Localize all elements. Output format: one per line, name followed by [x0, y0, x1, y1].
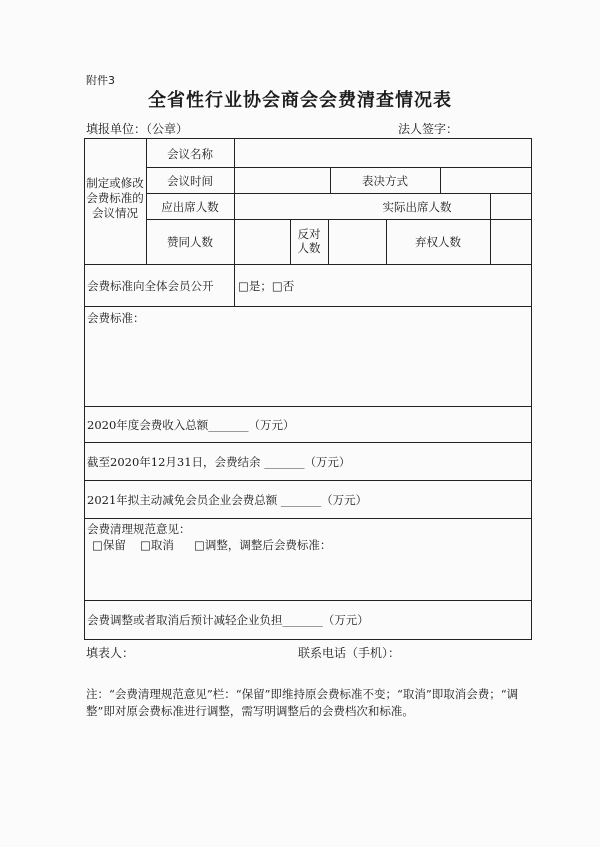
page-title: 全省性行业协会商会会费清查情况表: [148, 90, 452, 111]
form-note: 注：“会费清理规范意见”栏：“保留”即维持原会费标准不变；“取消”即取消会费；“调整”即对原会费标准进行调整，需写明调整后的会费档次和标准。: [86, 687, 519, 718]
oppose-count-label: [290, 227, 328, 255]
abstain-count-label: 弃权人数: [415, 235, 461, 249]
divider: [84, 442, 532, 443]
reduction-2021-field: 2021年拟主动减免会员企业会费总额 _______（万元）: [87, 493, 368, 507]
meeting-name-label: 会议名称: [167, 147, 213, 161]
divider: [328, 219, 329, 264]
legal-signature-label: 法人签字：: [398, 122, 459, 136]
actual-attendance-label: 实际出席人数: [382, 200, 452, 214]
oppose-count-label-line: 反对: [297, 227, 321, 241]
meeting-section-label-line: 会议情况: [92, 206, 138, 220]
attachment-number: 附件3: [86, 74, 115, 87]
divider: [84, 600, 532, 601]
divider: [84, 306, 532, 307]
divider: [146, 167, 532, 168]
divider: [490, 219, 491, 264]
meeting-section-label-line: 制定或修改: [86, 176, 144, 190]
table-border-right: [531, 138, 532, 640]
oppose-count-label-line: 人数: [297, 241, 321, 255]
table-border-bottom: [84, 639, 532, 640]
fee-audit-table: [84, 138, 532, 640]
divider: [234, 264, 235, 306]
meeting-time-label: 会议时间: [167, 174, 213, 188]
disclosure-options[interactable]: □是；□否: [238, 279, 295, 293]
income-2020-field: 2020年度会费收入总额_______（万元）: [87, 418, 295, 432]
fee-standard-label: 会费标准：: [87, 311, 145, 325]
expected-attendance-label: 应出席人数: [161, 200, 219, 214]
form-filler-label: 填表人：: [86, 646, 135, 660]
divider: [146, 193, 532, 194]
cleanup-opinion-label: 会费清理规范意见：: [87, 522, 191, 536]
approve-count-label: 赞同人数: [167, 235, 213, 249]
divider: [146, 219, 532, 220]
keep-checkbox[interactable]: □保留: [92, 538, 126, 552]
filler-unit-label: 填报单位：（公章）: [86, 122, 189, 136]
divider: [84, 264, 532, 265]
disclosure-label: 会费标准向全体会员公开: [87, 279, 214, 293]
table-border-top: [84, 138, 532, 139]
cancel-checkbox[interactable]: □取消: [140, 538, 174, 552]
balance-2020-field: 截至2020年12月31日，会费结余 _______（万元）: [87, 455, 351, 469]
divider: [84, 406, 532, 407]
adjust-checkbox[interactable]: □调整，调整后会费标准：: [194, 538, 332, 552]
vote-method-label: 表决方式: [362, 174, 408, 188]
divider: [440, 167, 441, 193]
divider: [490, 193, 491, 219]
divider: [234, 138, 235, 264]
contact-phone-label: 联系电话（手机）：: [298, 646, 401, 660]
burden-reduction-field: 会费调整或者取消后预计减轻企业负担_______（万元）: [87, 613, 369, 627]
meeting-section-label: [84, 176, 146, 221]
meeting-section-label-line: 会费标准的: [86, 191, 144, 205]
divider: [84, 518, 532, 519]
divider: [84, 480, 532, 481]
